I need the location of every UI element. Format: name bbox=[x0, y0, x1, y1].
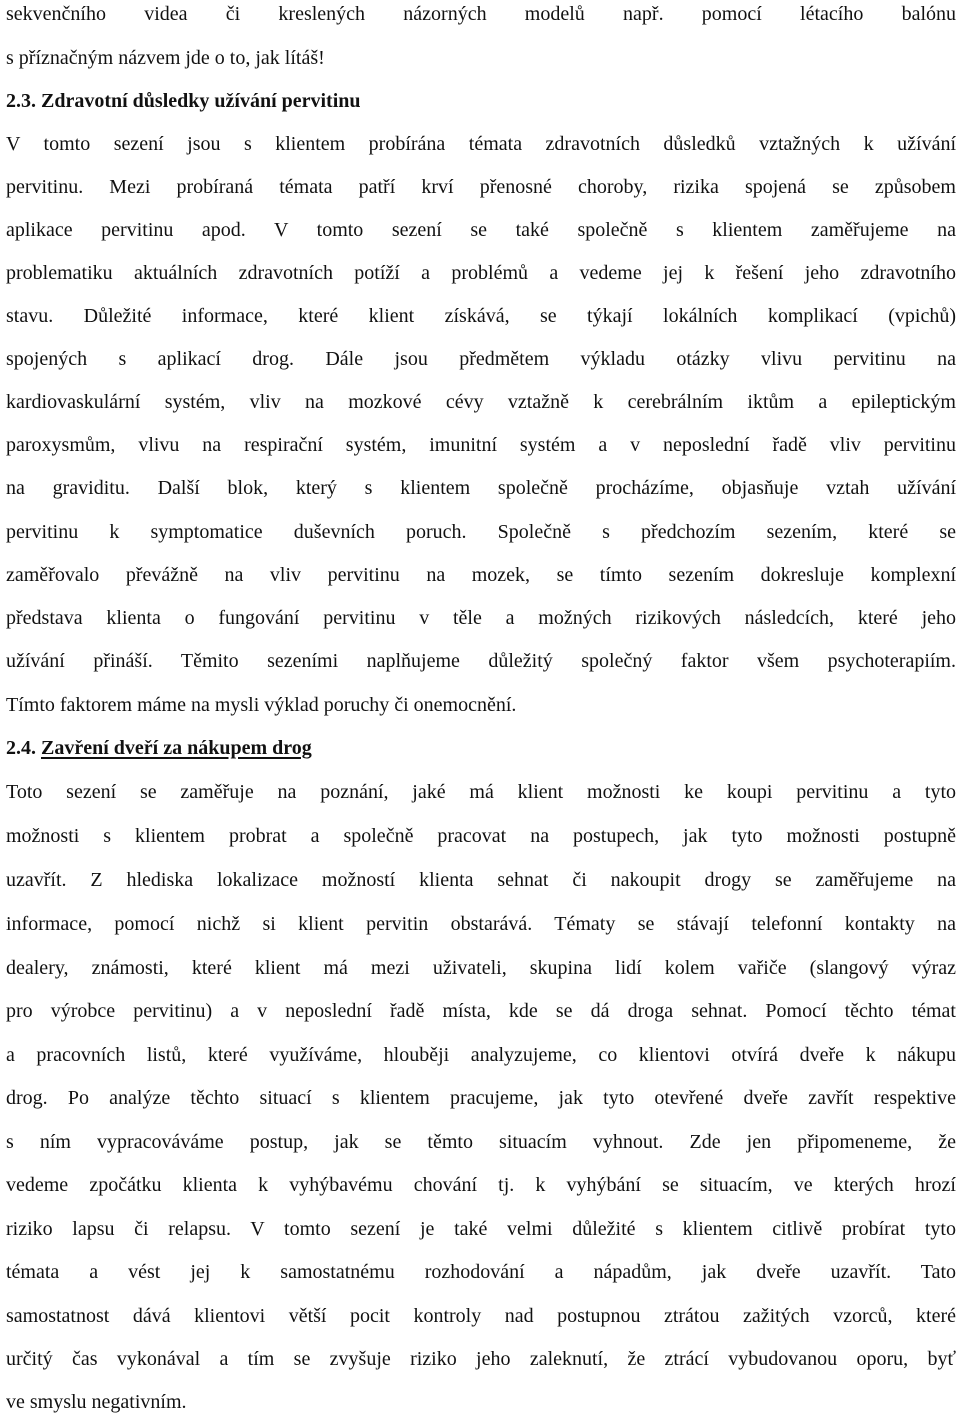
paragraph-line: aplikace pervitinu apod. V tomto sezení se také společně s klientem zaměřujeme na bbox=[6, 219, 956, 241]
paragraph-line: informace, pomocí nichž si klient pervitin obstarává. Tématy se stávají telefonní kontakty na bbox=[6, 913, 956, 935]
section-heading-2-4 bbox=[6, 734, 956, 762]
paragraph-line: pro výrobce pervitinu) a v neposlední řadě místa, kde se dá droga sehnat. Pomocí těchto témat bbox=[6, 1000, 956, 1022]
paragraph-line: kardiovaskulární systém, vliv na mozkové cévy vztažně k cerebrálním iktům a epileptickým bbox=[6, 391, 956, 413]
paragraph-line: určitý čas vykonával a tím se zvyšuje riziko jeho zaleknutí, že ztrácí vybudovanou oporu, byť bbox=[6, 1348, 956, 1370]
paragraph-line: pervitinu k symptomatice duševních poruch. Společně s předchozím sezením, které se bbox=[6, 521, 956, 543]
paragraph-line: pervitinu. Mezi probíraná témata patří krví přenosné choroby, rizika spojená se způsobem bbox=[6, 176, 956, 198]
paragraph-line: paroxysmům, vlivu na respirační systém, imunitní systém a v neposlední řadě vliv pervitinu bbox=[6, 434, 956, 456]
paragraph-line: riziko lapsu či relapsu. V tomto sezení je také velmi důležité s klientem citlivě probírat tyto bbox=[6, 1218, 956, 1240]
paragraph-line: stavu. Důležité informace, které klient získává, se týkají lokálních komplikací (vpichů) bbox=[6, 305, 956, 327]
paragraph-line: Tímto faktorem máme na mysli výklad poruchy či onemocnění. bbox=[6, 694, 517, 716]
paragraph-line: ve smyslu negativním. bbox=[6, 1391, 187, 1413]
paragraph-line: uzavřít. Z hlediska lokalizace možností klienta sehnat či nakoupit drogy se zaměřujeme na bbox=[6, 869, 956, 891]
paragraph-line: témata a vést jej k samostatnému rozhodování a nápadům, jak dveře uzavřít. Tato bbox=[6, 1261, 956, 1283]
section-number: 2.3. bbox=[6, 90, 36, 112]
paragraph-line: zaměřovalo převážně na vliv pervitinu na mozek, se tímto sezením dokresluje komplexní bbox=[6, 564, 956, 586]
paragraph-line: spojených s aplikací drog. Dále jsou předmětem výkladu otázky vlivu pervitinu na bbox=[6, 348, 956, 370]
paragraph-line: dealery, známosti, které klient má mezi uživateli, skupina lidí kolem vařiče (slangový výraz bbox=[6, 957, 956, 979]
paragraph-line: na graviditu. Další blok, který s klientem společně procházíme, objasňuje vztah užívání bbox=[6, 477, 956, 499]
paragraph-line: možnosti s klientem probrat a společně pracovat na postupech, jak tyto možnosti postupně bbox=[6, 825, 956, 847]
paragraph-line: V tomto sezení jsou s klientem probírána témata zdravotních důsledků vztažných k užívání bbox=[6, 133, 956, 155]
paragraph-line: užívání přináší. Těmito sezeními naplňujeme důležitý společný faktor všem psychoterapiím. bbox=[6, 650, 956, 672]
paragraph-line: samostatnost dává klientovi větší pocit kontroly nad postupnou ztrátou zažitých vzorců, které bbox=[6, 1305, 956, 1327]
intro-line-1: sekvenčního videa či kreslených názorných modelů např. pomocí létacího balónu bbox=[6, 3, 956, 25]
section-heading-2-3 bbox=[6, 87, 956, 115]
paragraph-line: Toto sezení se zaměřuje na poznání, jaké má klient možnosti ke koupi pervitinu a tyto bbox=[6, 781, 956, 803]
paragraph-line: s ním vypracováváme postup, jak se těmto situacím vyhnout. Zde jen připomeneme, že bbox=[6, 1131, 956, 1153]
paragraph-line: drog. Po analýze těchto situací s klientem pracujeme, jak tyto otevřené dveře zavřít respektive bbox=[6, 1087, 956, 1109]
paragraph-line: a pracovních listů, které využíváme, hlouběji analyzujeme, co klientovi otvírá dveře k nákupu bbox=[6, 1044, 956, 1066]
section-title: Zavření dveří za nákupem drog bbox=[41, 737, 312, 759]
paragraph-line: vedeme zpočátku klienta k vyhýbavému chování tj. k vyhýbání se situacím, ve kterých hrozí bbox=[6, 1174, 956, 1196]
section-number: 2.4. bbox=[6, 737, 36, 759]
section-title: Zdravotní důsledky užívání pervitinu bbox=[41, 90, 361, 112]
paragraph-line: problematiku aktuálních zdravotních potíží a problémů a vedeme jej k řešení jeho zdravotního bbox=[6, 262, 956, 284]
paragraph-line: představa klienta o fungování pervitinu v těle a možných rizikových následcích, které jeho bbox=[6, 607, 956, 629]
intro-line-2: s příznačným názvem jde o to, jak lítáš! bbox=[6, 47, 325, 69]
